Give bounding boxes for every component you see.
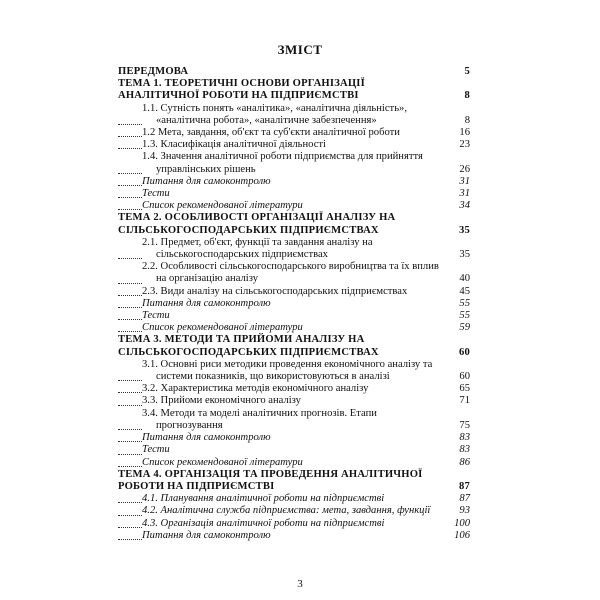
- toc-entry-page: 59: [456, 322, 470, 334]
- toc-entry[interactable]: [118, 505, 470, 517]
- toc-entry-page: 26: [456, 164, 470, 176]
- toc-entry[interactable]: [118, 395, 470, 407]
- toc-entry-page: 40: [456, 273, 470, 285]
- toc-entry-page: 65: [456, 383, 470, 395]
- toc-entry-page: 35: [456, 225, 470, 237]
- toc-entry[interactable]: [118, 469, 470, 493]
- toc-entry[interactable]: [118, 359, 470, 383]
- toc-entry-page: 31: [456, 188, 470, 200]
- toc-entry-text: ТЕМА 1. ТЕОРЕТИЧНІ ОСНОВИ ОРГАНІЗАЦІЇ АНАЛІТИЧНОЇ РОБОТИ НА ПІДПРИЄМСТВІ: [118, 78, 470, 102]
- toc-entry-page: 31: [456, 176, 470, 188]
- toc-entry-page: 106: [451, 530, 470, 542]
- toc-entry[interactable]: [118, 200, 470, 212]
- toc-entry-page: 5: [462, 66, 471, 78]
- toc-entry-text: 2.2. Особливості сільськогосподарського виробництва та їх вплив на організацію аналізу: [142, 261, 470, 285]
- toc-entry-text: Тести: [142, 444, 470, 456]
- toc-entry[interactable]: [118, 334, 470, 358]
- toc-entry[interactable]: [118, 286, 470, 298]
- toc-entry-text: ТЕМА 4. ОРГАНІЗАЦІЯ ТА ПРОВЕДЕННЯ АНАЛІТИЧНОЇ РОБОТИ НА ПІДПРИЄМСТВІ: [118, 469, 470, 493]
- toc-entry[interactable]: [118, 176, 470, 188]
- toc-entry-text: Питання для самоконтролю: [142, 530, 470, 542]
- toc-entry-text: 3.4. Методи та моделі аналітичних прогнозів. Етапи прогнозування: [142, 408, 470, 432]
- toc-entry-page: 87: [456, 493, 470, 505]
- toc-entry-text: Список рекомендованої літератури: [142, 322, 470, 334]
- toc-entry[interactable]: [118, 237, 470, 261]
- toc-entry-page: 23: [456, 139, 470, 151]
- toc-entry[interactable]: [118, 408, 470, 432]
- toc-entry-text: ТЕМА 2. ОСОБЛИВОСТІ ОРГАНІЗАЦІЇ АНАЛІЗУ НА СІЛЬСЬКОГОСПОДАРСЬКИХ ПІДПРИЄМСТВАХ: [118, 212, 470, 236]
- toc-entry-page: 60: [456, 347, 470, 359]
- toc-entry-text: Тести: [142, 310, 470, 322]
- toc-entry-page: 87: [456, 481, 470, 493]
- toc-entry-page: 100: [451, 518, 470, 530]
- toc-entry-page: 45: [456, 286, 470, 298]
- toc-entry-text: 2.1. Предмет, об'єкт, функції та завдання аналізу на сільськогосподарських підприємствах: [142, 237, 470, 261]
- toc-entry-page: 16: [456, 127, 470, 139]
- toc-entry[interactable]: [118, 457, 470, 469]
- toc-entry-page: 35: [456, 249, 470, 261]
- toc-entry[interactable]: [118, 127, 470, 139]
- toc-entry-text: 4.2. Аналітична служба підприємства: мета, завдання, функції: [142, 505, 470, 517]
- toc-entry[interactable]: [118, 212, 470, 236]
- toc-entry-text: Тести: [142, 188, 470, 200]
- toc-entry-page: 93: [456, 505, 470, 517]
- toc-entry[interactable]: [118, 151, 470, 175]
- toc-entry-text: 1.3. Класифікація аналітичної діяльності: [142, 139, 470, 151]
- toc-entry-page: 60: [456, 371, 470, 383]
- toc-entry-page: 75: [456, 420, 470, 432]
- toc-entry-text: Питання для самоконтролю: [142, 432, 470, 444]
- toc-entry-text: 1.1. Сутність понять «аналітика», «аналітична діяльність», «аналітична робота», «аналітичне забезпечення»: [142, 103, 470, 127]
- toc-entry-page: 83: [456, 432, 470, 444]
- toc-entry[interactable]: [118, 188, 470, 200]
- toc-entry-page: 34: [456, 200, 470, 212]
- toc-entry-text: ТЕМА 3. МЕТОДИ ТА ПРИЙОМИ АНАЛІЗУ НА СІЛЬСЬКОГОСПОДАРСЬКИХ ПІДПРИЄМСТВАХ: [118, 334, 470, 358]
- toc-entry[interactable]: [118, 139, 470, 151]
- toc-entry-page: 8: [462, 90, 471, 102]
- toc-entry-text: 1.4. Значення аналітичної роботи підприємства для прийняття управлінських рішень: [142, 151, 470, 175]
- toc-entry-text: 3.2. Характеристика методів економічного аналізу: [142, 383, 470, 395]
- toc-entry[interactable]: [118, 322, 470, 334]
- toc-entry[interactable]: [118, 444, 470, 456]
- toc-entry[interactable]: [118, 383, 470, 395]
- toc-entry-text: 1.2 Мета, завдання, об'єкт та суб'єкти аналітичної роботи: [142, 127, 470, 139]
- toc-entry-page: 8: [462, 115, 470, 127]
- toc-entry-text: 3.3. Прийоми економічного аналізу: [142, 395, 470, 407]
- toc-entry[interactable]: [118, 530, 470, 542]
- toc-entry-text: ПЕРЕДМОВА: [118, 66, 470, 78]
- table-of-contents: [118, 66, 470, 542]
- toc-entry[interactable]: [118, 66, 470, 78]
- toc-entry[interactable]: [118, 298, 470, 310]
- toc-entry-text: Список рекомендованої літератури: [142, 200, 470, 212]
- toc-entry[interactable]: [118, 432, 470, 444]
- toc-title: ЗМІСТ: [277, 42, 323, 57]
- toc-entry-page: 86: [456, 457, 470, 469]
- toc-entry-text: 2.3. Види аналізу на сільськогосподарських підприємствах: [142, 286, 470, 298]
- toc-entry-text: Питання для самоконтролю: [142, 176, 470, 188]
- toc-entry[interactable]: [118, 518, 470, 530]
- toc-entry-text: 3.1. Основні риси методики проведення економічного аналізу та системи показників, що використовуються в аналізі: [142, 359, 470, 383]
- toc-entry-text: Питання для самоконтролю: [142, 298, 470, 310]
- toc-entry[interactable]: [118, 493, 470, 505]
- toc-entry[interactable]: [118, 103, 470, 127]
- toc-entry[interactable]: [118, 310, 470, 322]
- toc-entry-text: 4.3. Організація аналітичної роботи на підприємстві: [142, 518, 470, 530]
- toc-entry-page: 55: [456, 310, 470, 322]
- toc-entry-text: Список рекомендованої літератури: [142, 457, 470, 469]
- toc-entry-page: 55: [456, 298, 470, 310]
- toc-entry[interactable]: [118, 261, 470, 285]
- toc-entry-text: 4.1. Планування аналітичної роботи на підприємстві: [142, 493, 470, 505]
- toc-entry[interactable]: [118, 78, 470, 102]
- toc-entry-page: 71: [456, 395, 470, 407]
- toc-entry-page: 83: [456, 444, 470, 456]
- page-number: 3: [297, 578, 303, 590]
